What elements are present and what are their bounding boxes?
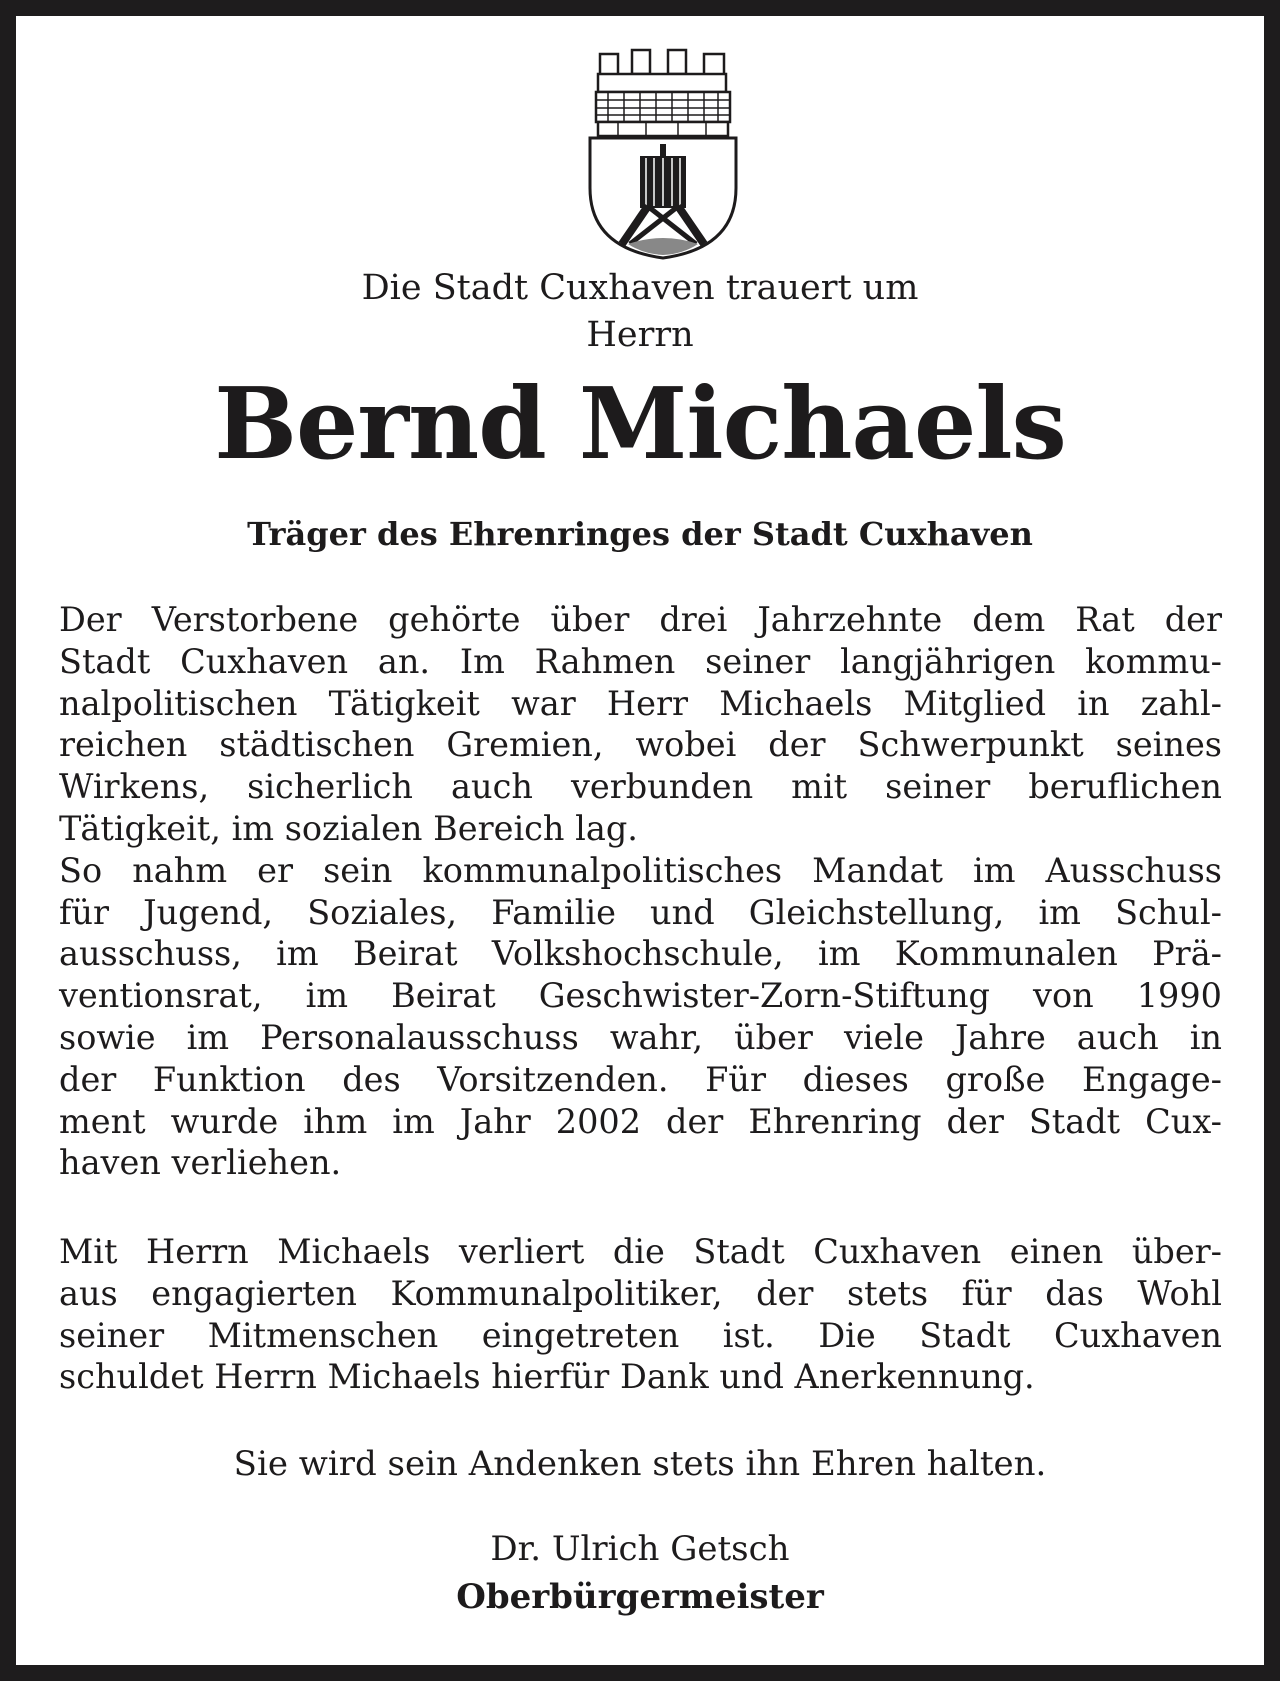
text-line: Stadt Cuxhaven an. Im Rahmen seiner langjährigen kommu- — [59, 641, 1222, 681]
intro-line: Die Stadt Cuxhaven trauert um — [361, 268, 919, 308]
text-line: Der Verstorbene gehörte über drei Jahrzehnte dem Rat der — [59, 600, 1222, 639]
signature-name: Dr. Ulrich Getsch — [490, 1529, 790, 1569]
text-line: aus engagierten Kommunalpolitiker, der stets für das Wohl — [59, 1273, 1222, 1313]
deceased-name: Bernd Michaels — [214, 367, 1066, 482]
intro-honorific: Herrn — [586, 315, 694, 355]
paragraph-tribute — [59, 1231, 1222, 1398]
city-coat-of-arms-logo — [588, 48, 738, 260]
subtitle: Träger des Ehrenringes der Stadt Cuxhaven — [247, 515, 1033, 553]
text-line: seiner Mitmenschen eingetreten ist. Die Stadt Cuxhaven — [59, 1315, 1222, 1355]
text-line: schuldet Herrn Michaels hierfür Dank und Anerkennung. — [59, 1357, 1035, 1397]
paragraph-biography — [59, 599, 1222, 1184]
text-line: So nahm er sein kommunalpolitisches Mandat im Ausschuss — [59, 850, 1222, 890]
text-line: Wirkens, sicherlich auch verbunden mit seiner beruflichen — [59, 767, 1222, 807]
text-line: reichen städtischen Gremien, wobei der Schwerpunkt seines — [59, 725, 1222, 765]
text-line: ventionsrat, im Beirat Geschwister-Zorn-Stiftung von 1990 — [59, 976, 1222, 1016]
text-line: Mit Herrn Michaels verliert die Stadt Cuxhaven einen über- — [59, 1232, 1222, 1271]
signature-title: Oberbürgermeister — [456, 1577, 824, 1617]
text-line: für Jugend, Soziales, Familie und Gleichstellung, im Schul- — [59, 892, 1222, 932]
text-line: Tätigkeit, im sozialen Bereich lag. — [59, 808, 638, 848]
text-line: ausschuss, im Beirat Volkshochschule, im Kommunalen Prä- — [59, 934, 1222, 974]
closing-line: Sie wird sein Andenken stets ihn Ehren halten. — [233, 1444, 1047, 1484]
text-line: haven verliehen. — [59, 1143, 342, 1183]
text-line: sowie im Personalausschuss wahr, über viele Jahre auch in — [59, 1017, 1222, 1057]
text-line: ment wurde ihm im Jahr 2002 der Ehrenring der Stadt Cux- — [59, 1101, 1222, 1141]
text-line: nalpolitischen Tätigkeit war Herr Michaels Mitglied in zahl- — [59, 683, 1222, 723]
text-line: der Funktion des Vorsitzenden. Für dieses große Engage- — [59, 1059, 1222, 1099]
